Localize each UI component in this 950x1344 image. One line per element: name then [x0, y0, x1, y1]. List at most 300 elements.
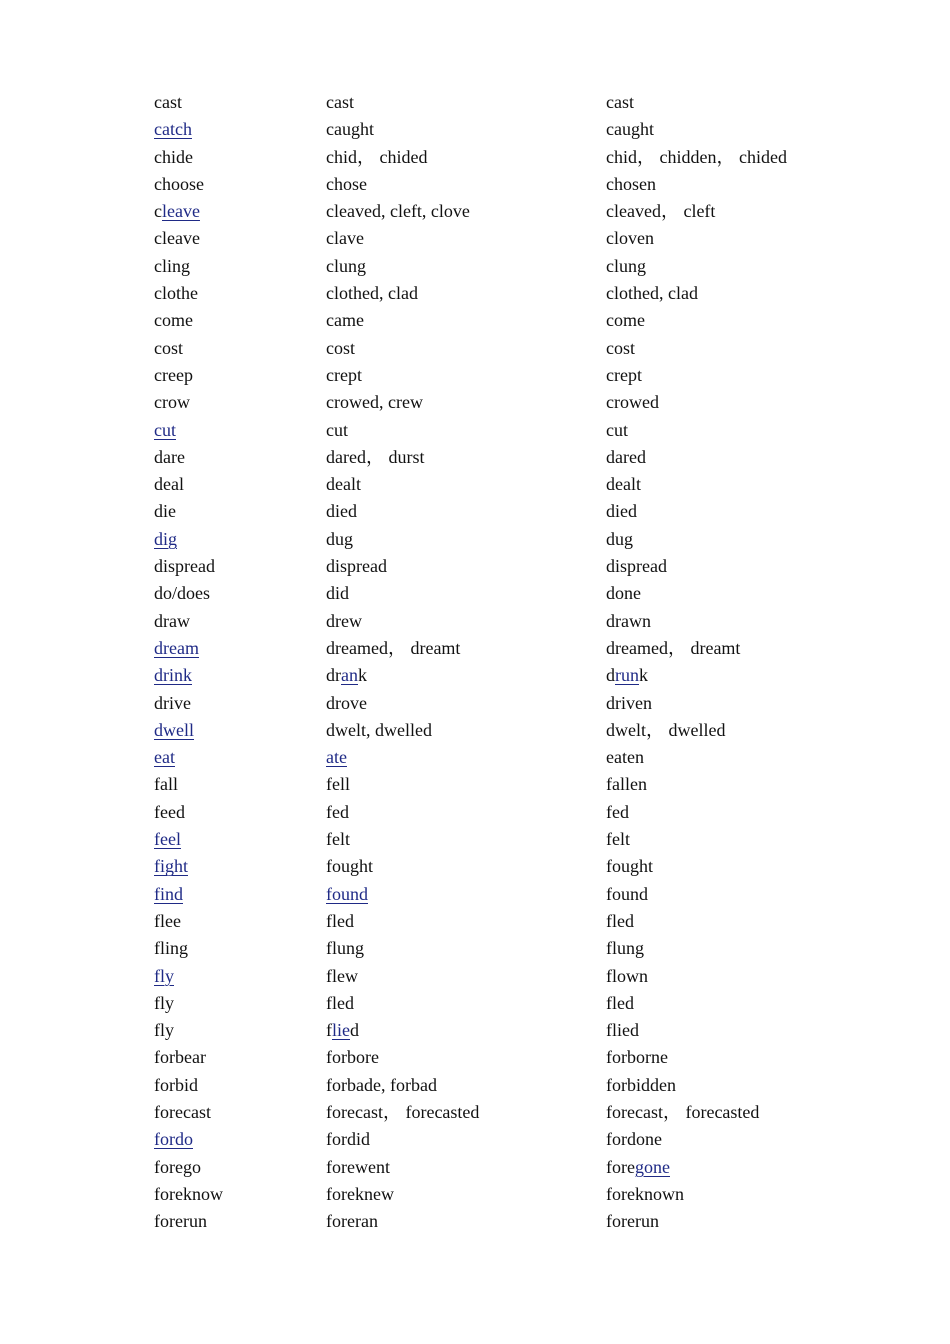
base-form-cell: [154, 553, 215, 580]
base-form-cell: [154, 335, 183, 362]
word-text: died: [326, 501, 357, 522]
table-row: [154, 662, 854, 689]
base-form-cell: [154, 471, 184, 498]
word-text: forbear: [154, 1047, 206, 1068]
base-form-cell: [154, 690, 191, 717]
past-participle-cell: [606, 1154, 670, 1181]
word-text: cast: [154, 92, 182, 112]
word-text: cleave: [154, 228, 200, 249]
word-text: feed: [154, 801, 185, 822]
base-form-cell: [154, 1208, 207, 1235]
word-text: forecast: [154, 1101, 211, 1122]
base-form-cell: [154, 608, 190, 635]
base-form-cell: [154, 1072, 198, 1099]
word-text: flied: [606, 1020, 639, 1041]
base-form-cell: [154, 908, 181, 935]
past-tense-cell: [326, 1126, 370, 1153]
past-participle-cell: [606, 881, 648, 908]
past-tense-cell: [326, 116, 374, 143]
past-participle-cell: [606, 444, 646, 471]
table-row: [154, 280, 854, 307]
word-text: cost: [326, 337, 355, 358]
table-row: [154, 935, 854, 962]
word-link[interactable]: drink: [154, 665, 192, 686]
base-form-cell: [154, 498, 176, 525]
word-text: crept: [606, 364, 642, 385]
word-text: forerun: [606, 1211, 659, 1232]
past-tense-cell: [326, 1208, 378, 1235]
table-row: [154, 1208, 854, 1235]
past-tense-cell: [326, 881, 368, 908]
word-text: dealt: [606, 474, 641, 495]
word-text: forecast， forecasted: [606, 1101, 760, 1122]
past-tense-cell: [326, 908, 354, 935]
past-participle-cell: [606, 116, 654, 143]
past-tense-cell: [326, 280, 418, 307]
word-text: creep: [154, 364, 193, 385]
base-form-cell: [154, 171, 204, 198]
word-link[interactable]: lie: [332, 1020, 350, 1041]
word-text: dug: [326, 528, 353, 549]
word-text: deal: [154, 474, 184, 495]
past-tense-cell: [326, 1072, 437, 1099]
word-link[interactable]: run: [615, 665, 639, 686]
word-text: dr: [326, 665, 341, 686]
past-participle-cell: [606, 389, 659, 416]
past-participle-cell: [606, 690, 652, 717]
table-row: [154, 908, 854, 935]
past-participle-cell: [606, 853, 653, 880]
base-form-cell: [154, 362, 193, 389]
past-tense-cell: [326, 498, 357, 525]
base-form-cell: [154, 1126, 193, 1153]
table-row: [154, 553, 854, 580]
past-tense-cell: [326, 362, 362, 389]
word-link[interactable]: cut: [154, 419, 176, 440]
past-tense-cell: [326, 144, 427, 171]
base-form-cell: [154, 198, 200, 225]
word-text: flown: [606, 965, 648, 986]
word-text: dug: [606, 528, 633, 549]
table-row: [154, 198, 854, 225]
word-link[interactable]: an: [341, 665, 358, 686]
word-text: forborne: [606, 1047, 668, 1068]
past-tense-cell: [326, 935, 364, 962]
word-text: draw: [154, 610, 190, 631]
past-tense-cell: [326, 526, 353, 553]
past-participle-cell: [606, 963, 648, 990]
past-participle-cell: [606, 417, 628, 444]
word-text: forewent: [326, 1156, 390, 1177]
past-tense-cell: [326, 744, 347, 771]
word-text: forbore: [326, 1047, 379, 1068]
base-form-cell: [154, 935, 188, 962]
word-text: k: [639, 665, 648, 686]
word-text: fly: [154, 1020, 174, 1041]
past-tense-cell: [326, 471, 361, 498]
table-row: [154, 608, 854, 635]
word-text: found: [606, 883, 648, 904]
word-text: fordid: [326, 1129, 370, 1150]
table-row: [154, 89, 854, 116]
past-participle-cell: [606, 744, 644, 771]
past-tense-cell: [326, 307, 364, 334]
word-text: dreamed， dreamt: [326, 637, 461, 658]
past-participle-cell: [606, 171, 656, 198]
base-form-cell: [154, 799, 185, 826]
word-text: flew: [326, 965, 358, 986]
word-text: chide: [154, 146, 193, 167]
word-text: crept: [326, 364, 362, 385]
word-text: dispread: [606, 556, 667, 577]
table-row: [154, 826, 854, 853]
irregular-verb-table: [154, 89, 854, 1235]
past-tense-cell: [326, 1017, 359, 1044]
table-row: [154, 1181, 854, 1208]
word-text: clothe: [154, 283, 198, 304]
word-text: cling: [154, 255, 190, 276]
word-text: dared， durst: [326, 446, 425, 467]
word-link[interactable]: ate: [326, 747, 347, 768]
past-participle-cell: [606, 1208, 659, 1235]
table-row: [154, 335, 854, 362]
word-text: cast: [326, 92, 354, 112]
past-tense-cell: [326, 335, 355, 362]
word-text: cut: [326, 419, 348, 440]
past-participle-cell: [606, 935, 644, 962]
past-tense-cell: [326, 1044, 379, 1071]
table-row: [154, 362, 854, 389]
table-row: [154, 225, 854, 252]
word-text: drew: [326, 610, 362, 631]
past-tense-cell: [326, 1154, 390, 1181]
word-text: d: [606, 665, 615, 686]
word-text: dared: [606, 446, 646, 467]
word-text: fly: [154, 992, 174, 1013]
base-form-cell: [154, 1044, 206, 1071]
past-participle-cell: [606, 253, 646, 280]
word-text: fought: [606, 856, 653, 877]
past-tense-cell: [326, 89, 354, 116]
base-form-cell: [154, 389, 190, 416]
past-tense-cell: [326, 662, 367, 689]
base-form-cell: [154, 1099, 211, 1126]
base-form-cell: [154, 1017, 174, 1044]
word-text: forbid: [154, 1074, 198, 1095]
table-row: [154, 1154, 854, 1181]
past-participle-cell: [606, 635, 740, 662]
table-row: [154, 171, 854, 198]
word-text: chid， chidden， chided: [606, 146, 787, 167]
word-text: come: [154, 310, 193, 331]
base-form-cell: [154, 144, 193, 171]
word-text: cast: [606, 92, 634, 112]
past-participle-cell: [606, 662, 648, 689]
word-text: fled: [326, 910, 354, 931]
word-text: fall: [154, 774, 178, 795]
word-text: came: [326, 310, 364, 331]
past-participle-cell: [606, 990, 634, 1017]
word-text: chose: [326, 173, 367, 194]
past-tense-cell: [326, 253, 366, 280]
table-row: [154, 990, 854, 1017]
word-link[interactable]: dwell: [154, 719, 194, 740]
past-tense-cell: [326, 853, 373, 880]
word-text: forbade, forbad: [326, 1074, 437, 1095]
past-participle-cell: [606, 144, 787, 171]
past-tense-cell: [326, 635, 460, 662]
word-text: foreran: [326, 1211, 378, 1232]
past-participle-cell: [606, 608, 651, 635]
base-form-cell: [154, 526, 177, 553]
word-link[interactable]: feel: [154, 829, 181, 850]
table-row: [154, 144, 854, 171]
word-text: fordone: [606, 1129, 662, 1150]
past-participle-cell: [606, 225, 654, 252]
base-form-cell: [154, 771, 178, 798]
word-link[interactable]: dig: [154, 528, 178, 549]
table-row: [154, 1072, 854, 1099]
word-link[interactable]: dream: [154, 637, 199, 658]
word-text: fled: [606, 910, 634, 931]
word-link[interactable]: fight: [154, 856, 188, 877]
table-row: [154, 471, 854, 498]
word-text: cleaved, cleft, clove: [326, 201, 470, 222]
past-tense-cell: [326, 963, 358, 990]
word-link[interactable]: eat: [154, 747, 175, 768]
word-text: foreknew: [326, 1183, 394, 1204]
word-text: cost: [606, 337, 635, 358]
word-text: drove: [326, 692, 367, 713]
base-form-cell: [154, 744, 175, 771]
word-link[interactable]: find: [154, 883, 183, 904]
table-row: [154, 253, 854, 280]
past-participle-cell: [606, 498, 637, 525]
word-text: clothed, clad: [606, 283, 698, 304]
past-tense-cell: [326, 771, 350, 798]
base-form-cell: [154, 417, 176, 444]
past-participle-cell: [606, 335, 635, 362]
word-text: caught: [326, 119, 374, 140]
table-row: [154, 1099, 854, 1126]
word-text: c: [154, 201, 162, 222]
word-text: foreknown: [606, 1183, 684, 1204]
past-tense-cell: [326, 171, 367, 198]
word-text: chid， chided: [326, 146, 428, 167]
word-text: clothed, clad: [326, 283, 418, 304]
word-text: crow: [154, 392, 190, 413]
past-participle-cell: [606, 717, 725, 744]
past-participle-cell: [606, 89, 634, 116]
word-text: fled: [606, 992, 634, 1013]
table-row: [154, 307, 854, 334]
word-link[interactable]: fly: [154, 965, 174, 986]
base-form-cell: [154, 635, 199, 662]
word-text: choose: [154, 173, 204, 194]
past-participle-cell: [606, 526, 633, 553]
word-text: clung: [326, 255, 366, 276]
past-tense-cell: [326, 444, 424, 471]
table-row: [154, 116, 854, 143]
word-text: flee: [154, 910, 181, 931]
past-participle-cell: [606, 553, 667, 580]
base-form-cell: [154, 717, 194, 744]
word-text: chosen: [606, 173, 656, 194]
past-participle-cell: [606, 1044, 668, 1071]
word-text: caught: [606, 119, 654, 140]
word-text: crowed: [606, 392, 659, 413]
table-row: [154, 444, 854, 471]
table-row: [154, 526, 854, 553]
word-text: driven: [606, 692, 652, 713]
table-row: [154, 853, 854, 880]
table-row: [154, 1017, 854, 1044]
table-row: [154, 389, 854, 416]
word-text: fed: [606, 801, 629, 822]
word-text: dwelt, dwelled: [326, 719, 432, 740]
table-row: [154, 771, 854, 798]
past-participle-cell: [606, 826, 630, 853]
word-text: fought: [326, 856, 373, 877]
table-row: [154, 717, 854, 744]
past-tense-cell: [326, 826, 350, 853]
past-tense-cell: [326, 417, 348, 444]
past-participle-cell: [606, 198, 715, 225]
word-text: do/does: [154, 583, 210, 604]
base-form-cell: [154, 280, 198, 307]
base-form-cell: [154, 444, 185, 471]
past-participle-cell: [606, 908, 634, 935]
word-text: dare: [154, 446, 185, 467]
word-link[interactable]: catch: [154, 119, 192, 140]
word-text: fling: [154, 938, 188, 959]
word-text: done: [606, 583, 641, 604]
base-form-cell: [154, 662, 192, 689]
word-text: clave: [326, 228, 364, 249]
base-form-cell: [154, 826, 181, 853]
past-participle-cell: [606, 1099, 759, 1126]
table-row: [154, 690, 854, 717]
word-text: k: [358, 665, 367, 686]
word-text: eaten: [606, 747, 644, 768]
word-text: did: [326, 583, 350, 604]
word-text: forego: [154, 1156, 201, 1177]
base-form-cell: [154, 307, 193, 334]
past-tense-cell: [326, 389, 423, 416]
base-form-cell: [154, 881, 183, 908]
past-participle-cell: [606, 280, 698, 307]
past-tense-cell: [326, 1099, 479, 1126]
past-tense-cell: [326, 990, 354, 1017]
past-tense-cell: [326, 1181, 394, 1208]
table-row: [154, 963, 854, 990]
word-text: clung: [606, 255, 646, 276]
table-row: [154, 1126, 854, 1153]
word-text: dealt: [326, 474, 361, 495]
past-participle-cell: [606, 799, 629, 826]
past-participle-cell: [606, 1126, 662, 1153]
word-text: fore: [606, 1156, 635, 1177]
base-form-cell: [154, 580, 210, 607]
word-text: dwelt， dwelled: [606, 719, 726, 740]
word-text: come: [606, 310, 645, 331]
table-row: [154, 744, 854, 771]
word-text: fled: [326, 992, 354, 1013]
table-row: [154, 881, 854, 908]
past-tense-cell: [326, 608, 362, 635]
word-text: forbidden: [606, 1074, 676, 1095]
base-form-cell: [154, 853, 188, 880]
word-link[interactable]: found: [326, 883, 368, 904]
past-tense-cell: [326, 225, 364, 252]
past-participle-cell: [606, 1181, 684, 1208]
table-row: [154, 799, 854, 826]
past-participle-cell: [606, 580, 641, 607]
word-text: dreamed， dreamt: [606, 637, 741, 658]
word-text: died: [606, 501, 637, 522]
base-form-cell: [154, 1181, 223, 1208]
word-text: fell: [326, 774, 350, 795]
table-row: [154, 1044, 854, 1071]
past-participle-cell: [606, 1017, 639, 1044]
base-form-cell: [154, 116, 192, 143]
word-text: drive: [154, 692, 191, 713]
past-tense-cell: [326, 690, 367, 717]
past-participle-cell: [606, 771, 647, 798]
word-text: crowed, crew: [326, 392, 423, 413]
past-participle-cell: [606, 1072, 676, 1099]
word-text: cost: [154, 337, 183, 358]
word-text: foreknow: [154, 1183, 223, 1204]
table-row: [154, 635, 854, 662]
past-participle-cell: [606, 471, 641, 498]
word-text: d: [350, 1020, 359, 1041]
word-text: felt: [606, 829, 630, 850]
past-participle-cell: [606, 362, 642, 389]
word-text: forerun: [154, 1211, 207, 1232]
word-text: drawn: [606, 610, 651, 631]
base-form-cell: [154, 225, 200, 252]
word-text: fed: [326, 801, 349, 822]
past-tense-cell: [326, 717, 432, 744]
base-form-cell: [154, 1154, 201, 1181]
word-text: dispread: [154, 556, 215, 577]
word-text: cloven: [606, 228, 654, 249]
base-form-cell: [154, 963, 174, 990]
word-text: cleaved， cleft: [606, 201, 716, 222]
table-row: [154, 580, 854, 607]
word-text: f: [326, 1020, 332, 1041]
word-text: felt: [326, 829, 350, 850]
base-form-cell: [154, 89, 182, 116]
word-text: dispread: [326, 556, 387, 577]
past-tense-cell: [326, 198, 470, 225]
table-row: [154, 417, 854, 444]
word-link[interactable]: leave: [162, 201, 200, 222]
word-link[interactable]: fordo: [154, 1129, 193, 1150]
past-tense-cell: [326, 799, 349, 826]
word-link[interactable]: gone: [634, 1156, 670, 1177]
past-tense-cell: [326, 553, 387, 580]
word-text: die: [154, 501, 176, 522]
word-text: fallen: [606, 774, 647, 795]
base-form-cell: [154, 253, 190, 280]
word-text: forecast， forecasted: [326, 1101, 480, 1122]
past-tense-cell: [326, 580, 349, 607]
table-row: [154, 498, 854, 525]
word-text: flung: [326, 938, 364, 959]
word-text: cut: [606, 419, 628, 440]
